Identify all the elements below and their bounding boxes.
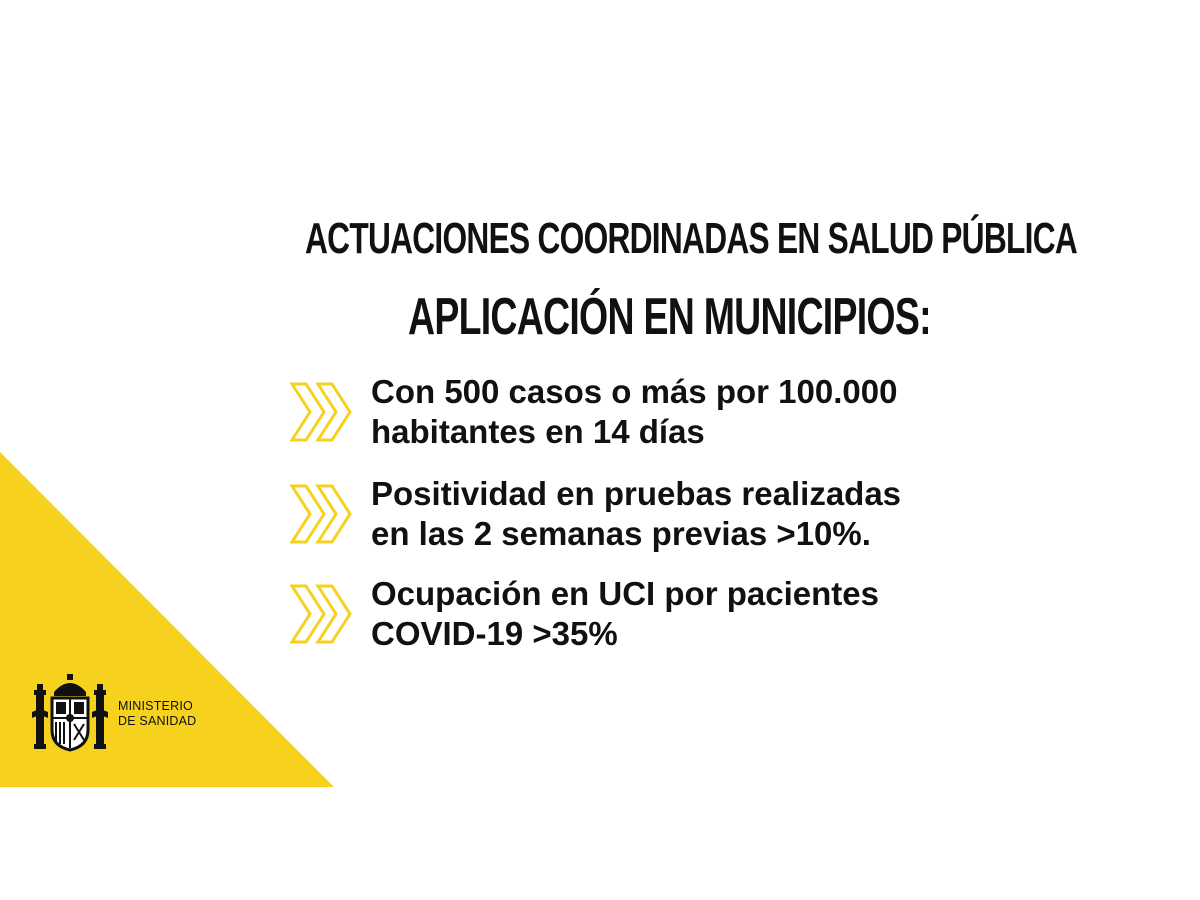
title-line-2: APLICACIÓN EN MUNICIPIOS: (408, 288, 931, 346)
double-chevron-icon (290, 582, 362, 646)
double-chevron-icon (290, 380, 362, 444)
double-chevron-icon (290, 482, 362, 546)
title-line-1: ACTUACIONES COORDINADAS EN SALUD PÚBLICA (305, 214, 1078, 263)
criterion-item (290, 474, 1050, 554)
criterion-item (290, 574, 1050, 654)
criterion-text: Con 500 casos o más por 100.000 habitantes en 14 días (371, 373, 898, 450)
criterion-item (290, 372, 1050, 452)
ministry-name: MINISTERIO DE SANIDAD (118, 699, 197, 728)
coat-of-arms-icon (30, 672, 110, 756)
criterion-text: Positividad en pruebas realizadas en las 2 semanas previas >10%. (371, 475, 902, 552)
criterion-text: Ocupación en UCI por pacientes COVID-19 >35% (371, 575, 879, 652)
ministry-logo (30, 672, 196, 756)
